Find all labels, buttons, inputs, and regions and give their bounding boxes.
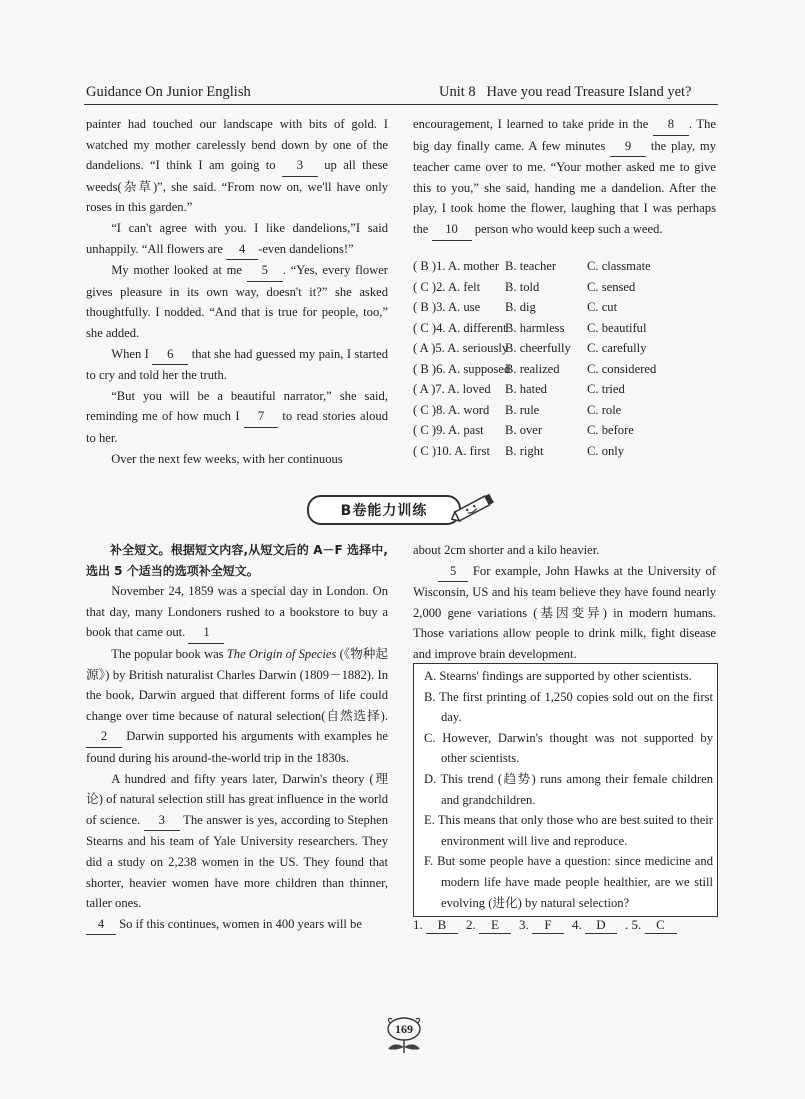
- blank-7: 7: [244, 406, 278, 428]
- header-right: Unit 8 Have you read Treasure Island yet?: [439, 84, 692, 100]
- option-item: E. This means that only those who are best suited to their environment will live and reproduce.: [424, 813, 713, 848]
- paragraph: Over the next few weeks, with her continuous: [111, 451, 343, 466]
- passage-a-left: [86, 114, 388, 469]
- blank-b5: 5: [438, 561, 468, 583]
- blank-4: 4: [226, 239, 258, 261]
- paragraph: encouragement, I learned to take pride in the 8 . The big day finally came. A few minutes 9 the play, my teacher came over to me. “Your mother asked me to give this to you,” she said, handing me a dandelion. After the play, I took home the flower, laughing that I was perhaps the 10 person who would keep such a weed.: [413, 114, 716, 241]
- option-item: D. This trend (趋势) runs among their female children and grandchildren.: [424, 771, 713, 807]
- question-option-b: B. right: [505, 443, 544, 458]
- question-option-b: B. told: [505, 279, 540, 294]
- answer-number: . 5.: [625, 917, 642, 932]
- options-box: [413, 663, 718, 917]
- paragraph: 5 For example, John Hawks at the University of Wisconsin, US and his team believe they have found nearly 2,000 gene variations (基因变异) in modern humans. Those variations allow people to drink milk, fight disease and improve brain development.: [413, 561, 716, 665]
- question-option-c: C. cut: [587, 300, 618, 314]
- page-number: 169: [395, 1022, 413, 1036]
- paragraph: The popular book was The Origin of Species (《物种起源》) by British naturalist Charles Darwin (1809－1882). In the book, Darwin argued that different forms of life could change over time because of natural selection(自然选择). 2 Darwin supported his arguments with examples he found during his around-the-world trip in the 1830s.: [86, 646, 388, 765]
- question-row: [413, 359, 718, 380]
- question-row: [413, 338, 718, 359]
- blank-9: 9: [610, 136, 646, 158]
- question-option-b: B. realized: [505, 361, 560, 376]
- question-row: [413, 277, 718, 298]
- question-option-b: B. harmless: [505, 320, 565, 335]
- section-b-left: [86, 540, 388, 935]
- pencil-icon: [449, 491, 497, 525]
- answer-item: [572, 917, 617, 934]
- question-option-b: B. cheerfully: [505, 341, 571, 355]
- blank-8: 8: [653, 114, 689, 136]
- question-row: [413, 297, 718, 318]
- paragraph: “I can't agree with you. I like dandelions,”I said unhappily. “All flowers are 4 -even dandelions!”: [86, 218, 388, 260]
- paragraph: “But you will be a beautiful narrator,” she said, reminding me of how much I 7 to read stories aloud to her.: [86, 388, 388, 445]
- question-option-b: B. hated: [505, 382, 547, 396]
- blank-b1: 1: [188, 622, 224, 644]
- answer-number: 1.: [413, 917, 423, 932]
- option-item: A. Stearns' findings are supported by other scientists.: [424, 669, 692, 683]
- page-number-ornament: [376, 1015, 432, 1057]
- answer-number: 2.: [466, 917, 476, 932]
- question-option-c: C. before: [587, 423, 634, 437]
- question-option-a: ( C )4. A. different: [413, 320, 507, 335]
- question-option-a: ( C )10. A. first: [413, 443, 490, 458]
- question-row: [413, 441, 718, 462]
- book-title: The Origin of Species: [226, 646, 337, 661]
- answer-value: B: [426, 917, 458, 934]
- blank-b2: 2: [86, 726, 122, 748]
- blank-5: 5: [247, 260, 283, 282]
- blank-b4: 4: [86, 914, 116, 936]
- question-option-a: ( A )5. A. seriously: [413, 341, 509, 355]
- question-row: [413, 400, 718, 421]
- paragraph: When I 6 that she had guessed my pain, I started to cry and told her the truth.: [86, 344, 388, 386]
- question-option-a: ( B )6. A. supposed: [413, 361, 511, 376]
- question-option-b: B. dig: [505, 300, 536, 314]
- answer-value: D: [585, 917, 617, 934]
- blank-3: 3: [282, 155, 318, 177]
- paragraph: My mother looked at me 5 . “Yes, every flower gives pleasure in its own way, doesn't it?” she asked thoughtfully. I nodded. “And that is true for people, too,” she added.: [86, 260, 388, 343]
- question-option-a: ( A )7. A. loved: [413, 382, 491, 396]
- answer-item: [625, 917, 677, 934]
- header-left: Guidance On Junior English: [86, 84, 251, 100]
- question-option-c: C. tried: [587, 382, 625, 396]
- question-option-a: ( B )3. A. use: [413, 300, 481, 314]
- option-item: C. However, Darwin's thought was not supported by other scientists.: [424, 730, 713, 766]
- question-option-a: ( C )2. A. felt: [413, 279, 481, 294]
- blank-b3: 3: [144, 810, 180, 832]
- answer-value: F: [532, 917, 564, 934]
- question-option-b: B. teacher: [505, 259, 557, 273]
- answer-number: 3.: [519, 917, 529, 932]
- answer-row: [413, 917, 723, 934]
- instruction: 补全短文。根据短文内容,从短文后的 A－F 选择中,选出 5 个适当的选项补全短文。: [86, 543, 388, 578]
- question-option-c: C. considered: [587, 361, 657, 376]
- question-option-a: ( C )8. A. word: [413, 402, 490, 417]
- blank-6: 6: [152, 344, 188, 366]
- question-row: [413, 379, 718, 400]
- question-row: [413, 420, 718, 441]
- answer-value: C: [645, 917, 677, 934]
- paragraph: about 2cm shorter and a kilo heavier.: [413, 543, 600, 557]
- question-option-a: ( C )9. A. past: [413, 423, 484, 437]
- answer-value: E: [479, 917, 511, 934]
- paragraph: A hundred and fifty years later, Darwin's theory (理论) of natural selection still has great influence in the world of science. 3 The answer is yes, according to Stephen Stearns and his team of Yale University researchers. They did a study on 2,238 women in the US. They found that shorter, heavier women have more children than thinner, taller ones.: [86, 771, 389, 911]
- option-item: B. The first printing of 1,250 copies sold out on the first day.: [424, 689, 713, 725]
- answer-item: [466, 917, 511, 934]
- answer-item: [519, 917, 564, 934]
- question-option-c: C. role: [587, 402, 622, 417]
- question-option-c: C. beautiful: [587, 320, 647, 335]
- question-option-c: C. classmate: [587, 259, 651, 273]
- blank-10: 10: [432, 219, 472, 241]
- paragraph: 4 So if this continues, women in 400 years will be: [86, 914, 388, 936]
- paragraph: painter had touched our landscape with bits of gold. I watched my mother carelessly bend down by one of the dandelions. “I think I am going to 3 up all these weeds(杂草)”, she said. “From now on, we'll have only roses in this garden.”: [86, 117, 389, 215]
- passage-a-right: [413, 114, 716, 241]
- banner-label: B卷能力训练: [307, 495, 461, 525]
- question-list: [413, 256, 718, 461]
- question-option-c: C. only: [587, 443, 625, 458]
- answer-item: [413, 917, 458, 934]
- question-row: [413, 318, 718, 339]
- paragraph: November 24, 1859 was a special day in London. On that day, many Londoners rushed to a bookstore to buy a book that came out. 1: [86, 581, 388, 644]
- question-option-c: C. sensed: [587, 279, 636, 294]
- answer-number: 4.: [572, 917, 582, 932]
- header-rule: [84, 104, 718, 105]
- section-b-banner: [307, 491, 493, 527]
- question-option-c: C. carefully: [587, 341, 647, 355]
- question-option-b: B. over: [505, 423, 543, 437]
- question-option-a: ( B )1. A. mother: [413, 259, 500, 273]
- question-option-b: B. rule: [505, 402, 540, 417]
- section-b-right: [413, 540, 716, 665]
- question-row: [413, 256, 718, 277]
- option-item: F. But some people have a question: since medicine and modern life have made people healthier, are we still evolving (进化) by natural selection?: [424, 854, 713, 910]
